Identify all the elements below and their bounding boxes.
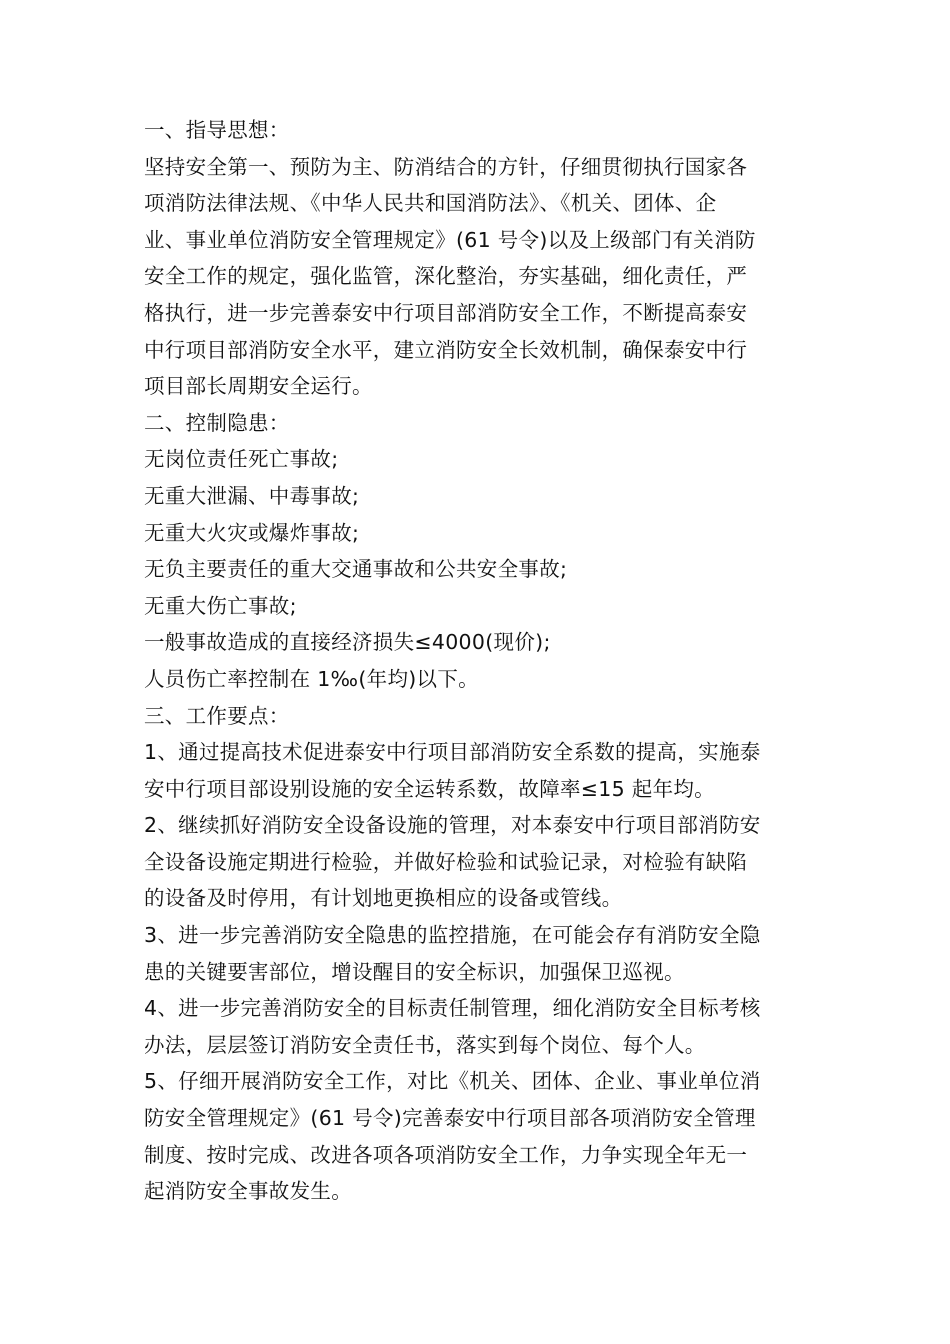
list-item: 无负主要责任的重大交通事故和公共安全事故;: [144, 557, 568, 582]
paragraph-line: 防安全管理规定》(61 号令)完善泰安中行项目部各项消防安全管理: [144, 1106, 756, 1131]
paragraph-line: 2、继续抓好消防安全设备设施的管理，对本泰安中行项目部消防安: [144, 813, 761, 838]
list-item: 无重大火灾或爆炸事故;: [144, 520, 360, 545]
list-item: 人员伤亡率控制在 1‰(年均)以下。: [144, 666, 479, 691]
paragraph-line: 4、进一步完善消防安全的目标责任制管理，细化消防安全目标考核: [144, 996, 761, 1021]
list-item: 一般事故造成的直接经济损失≤4000(现价);: [144, 630, 551, 655]
paragraph-line: 5、仔细开展消防安全工作，对比《机关、团体、企业、事业单位消: [144, 1069, 761, 1094]
document-body: [144, 112, 808, 1210]
paragraph-line: 格执行，进一步完善泰安中行项目部消防安全工作，不断提高泰安: [144, 300, 748, 325]
paragraph-line: 业、事业单位消防安全管理规定》(61 号令)以及上级部门有关消防: [144, 227, 756, 252]
paragraph-line: 制度、按时完成、改进各项各项消防安全工作，力争实现全年无一: [144, 1142, 748, 1167]
section-heading-hazard-control: 二、控制隐患：: [144, 410, 290, 435]
paragraph-line: 安中行项目部设别设施的安全运转系数，故障率≤15 起年均。: [144, 776, 715, 801]
paragraph-line: 患的关键要害部位，增设醒目的安全标识，加强保卫巡视。: [144, 959, 685, 984]
list-item: 无重大泄漏、中毒事故;: [144, 483, 360, 508]
list-item: 无重大伤亡事故;: [144, 593, 297, 618]
paragraph-line: 3、进一步完善消防安全隐患的监控措施，在可能会存有消防安全隐: [144, 923, 761, 948]
paragraph-line: 1、通过提高技术促进泰安中行项目部消防安全系数的提高，实施泰: [144, 740, 761, 765]
paragraph-line: 坚持安全第一、预防为主、防消结合的方针，仔细贯彻执行国家各: [144, 154, 748, 179]
list-item: 无岗位责任死亡事故;: [144, 447, 339, 472]
paragraph-line: 起消防安全事故发生。: [144, 1179, 352, 1204]
paragraph-line: 项目部长周期安全运行。: [144, 374, 373, 399]
section-heading-guiding-ideology: 一、指导思想：: [144, 118, 290, 142]
paragraph-line: 安全工作的规定，强化监管，深化整治，夯实基础，细化责任，严: [144, 264, 748, 289]
paragraph-line: 项消防法律法规、《中华人民共和国消防法》、《机关、团体、企: [144, 191, 717, 216]
paragraph-line: 的设备及时停用，有计划地更换相应的设备或管线。: [144, 886, 623, 911]
section-heading-work-points: 三、工作要点：: [144, 703, 290, 728]
paragraph-line: 中行项目部消防安全水平，建立消防安全长效机制，确保泰安中行: [144, 337, 748, 362]
paragraph-line: 全设备设施定期进行检验，并做好检验和试验记录，对检验有缺陷: [144, 849, 748, 874]
paragraph-line: 办法，层层签订消防安全责任书，落实到每个岗位、每个人。: [144, 1032, 706, 1057]
